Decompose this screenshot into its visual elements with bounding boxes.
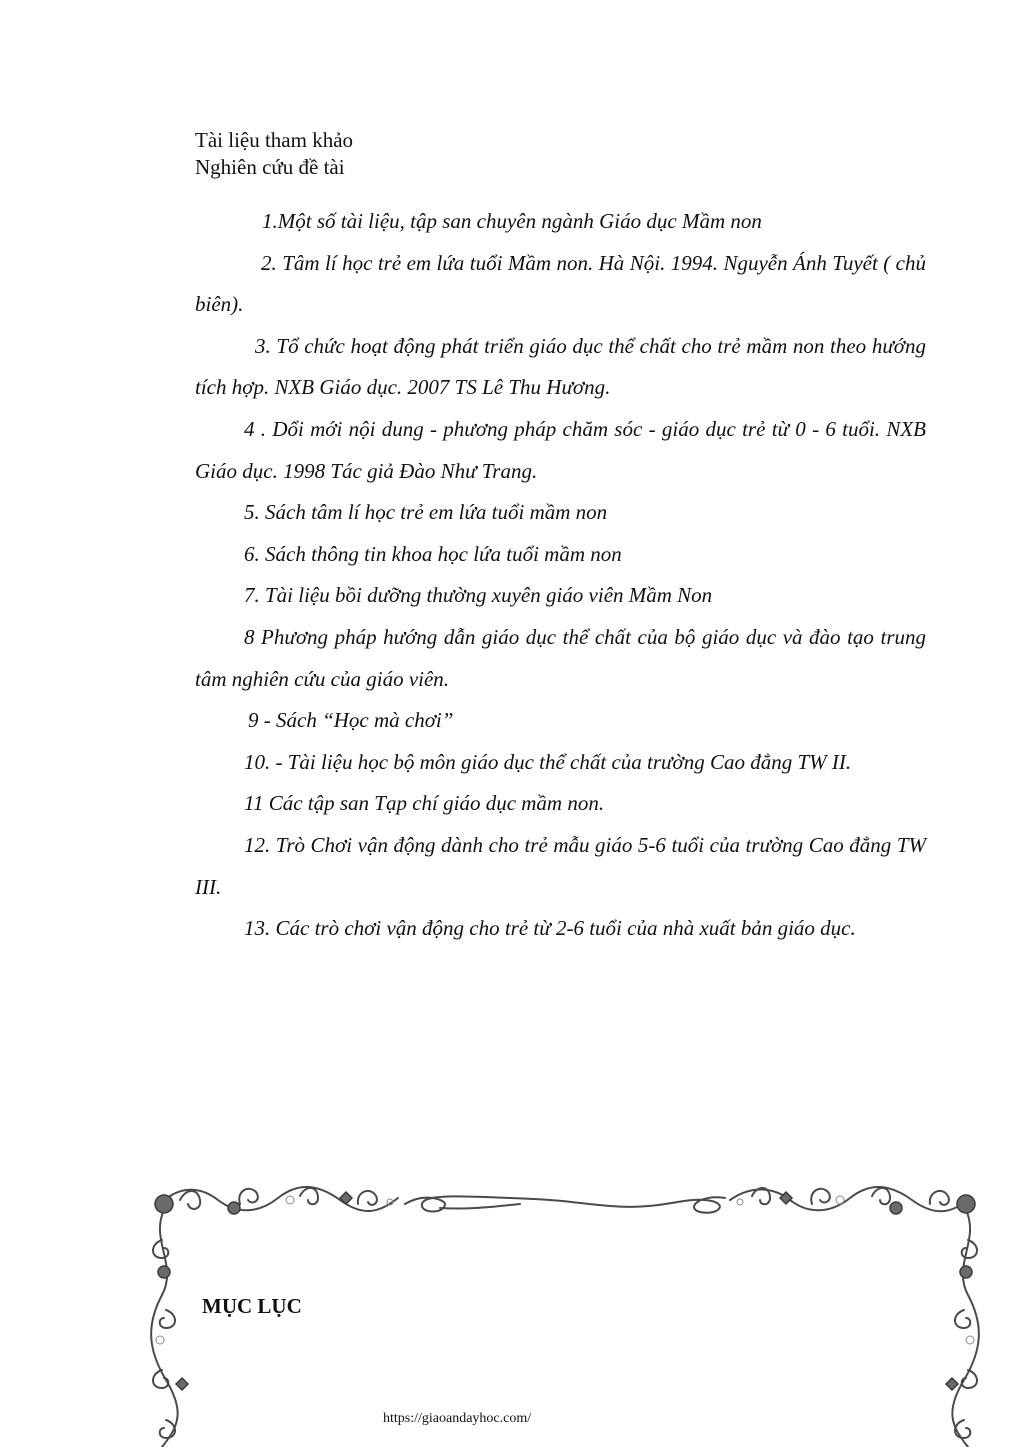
reference-item-8: 8 Phương pháp hướng dẫn giáo dục thể chất của bộ giáo dục và đào tạo trung tâm nghiên cứu của giáo viên.: [195, 624, 926, 691]
reference-item-7: 7. Tài liệu bồi dưỡng thường xuyên giáo viên Mầm Non: [244, 583, 713, 608]
reference-item-9: 9 - Sách “Học mà chơi”: [248, 708, 454, 733]
table-of-contents-title: MỤC LỤC: [202, 1294, 302, 1318]
reference-item-3: 3. Tổ chức hoạt động phát triển giáo dục thể chất cho trẻ mầm non theo hướng tích hợp. NXB Giáo dục. 2007 TS Lê Thu Hương.: [195, 333, 926, 400]
heading-research-topic: Nghiên cứu đề tài: [195, 155, 345, 179]
reference-item-12: 12. Trò Chơi vận động dành cho trẻ mẫu giáo 5-6 tuổi của trường Cao đẳng TW III.: [195, 832, 926, 899]
reference-list: [195, 201, 926, 950]
reference-item-6: 6. Sách thông tin khoa học lứa tuổi mầm non: [244, 541, 622, 566]
reference-item-4: 4 . Dổi mới nội dung - phương pháp chăm sóc - giáo dục trẻ từ 0 - 6 tuổi. NXB Giáo dục. 1998 Tác giả Đào Như Trang.: [195, 416, 926, 483]
reference-item-11: 11 Các tập san Tạp chí giáo dục mầm non.: [244, 791, 605, 816]
reference-item-10: 10. - Tài liệu học bộ môn giáo dục thể chất của trường Cao đẳng TW II.: [244, 749, 852, 774]
reference-item-2: 2. Tâm lí học trẻ em lứa tuổi Mầm non. Hà Nội. 1994. Nguyễn Ánh Tuyết ( chủ biên).: [195, 250, 926, 317]
heading-references: Tài liệu tham khảo: [195, 128, 354, 152]
reference-item-1: 1.Một số tài liệu, tập san chuyên ngành Giáo dục Mầm non: [262, 209, 762, 233]
reference-item-13: 13. Các trò chơi vận động cho trẻ từ 2-6 tuổi của nhà xuất bản giáo dục.: [244, 916, 856, 941]
reference-item-5: 5. Sách tâm lí học trẻ em lứa tuổi mầm non: [244, 500, 608, 525]
footer-url[interactable]: https://giaoandayhoc.com/: [383, 1411, 532, 1426]
